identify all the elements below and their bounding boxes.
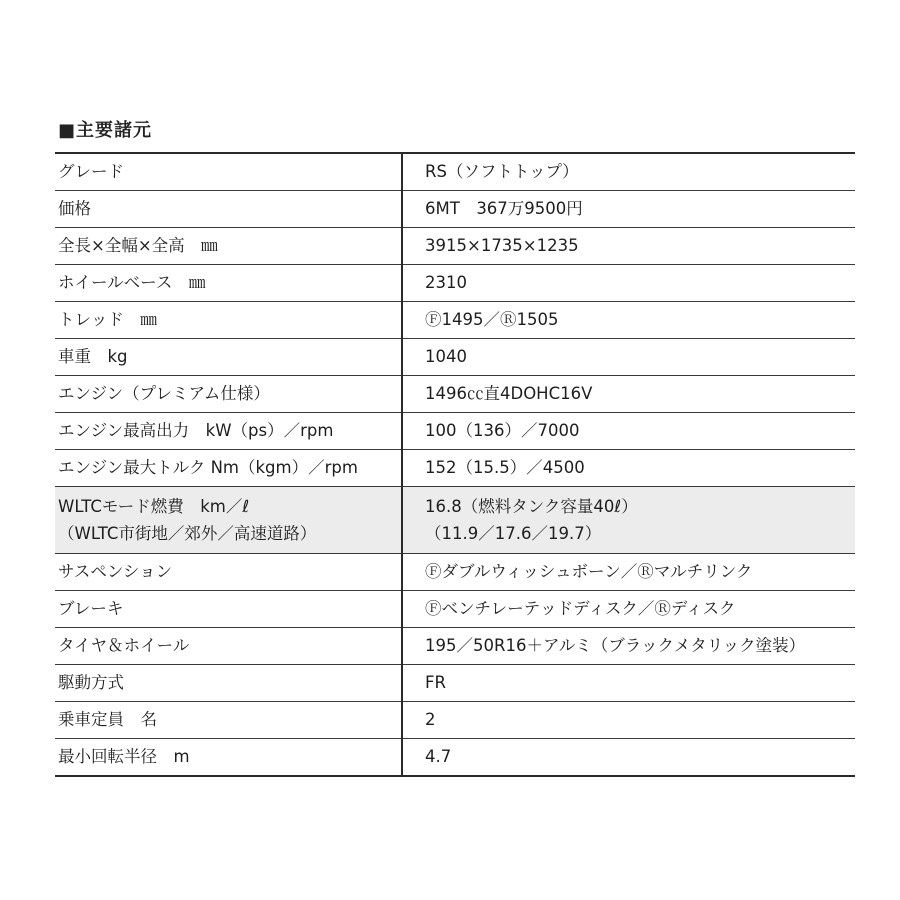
spec-value: 4.7 <box>402 739 855 777</box>
spec-value: 3915×1735×1235 <box>402 228 855 265</box>
spec-table <box>55 152 855 777</box>
spec-label: サスペンション <box>55 554 402 591</box>
spec-value: 195／50R16＋アルミ（ブラックメタリック塗装） <box>402 628 855 665</box>
spec-row-max-power <box>55 413 855 450</box>
spec-label: トレッド ㎜ <box>55 302 402 339</box>
spec-value: 6MT 367万9500円 <box>402 191 855 228</box>
spec-row-wheelbase <box>55 265 855 302</box>
spec-value: Ⓕベンチレーテッドディスク／Ⓡディスク <box>402 591 855 628</box>
spec-value: 1496㏄直4DOHC16V <box>402 376 855 413</box>
spec-row-capacity <box>55 702 855 739</box>
spec-row-brakes <box>55 591 855 628</box>
spec-label-line-2: （WLTC市街地／郊外／高速道路） <box>58 524 317 543</box>
spec-label: 価格 <box>55 191 402 228</box>
spec-label: グレード <box>55 153 402 191</box>
spec-value: 1040 <box>402 339 855 376</box>
spec-row-price <box>55 191 855 228</box>
cropped-heading-fragment <box>612 0 862 2</box>
spec-value: FR <box>402 665 855 702</box>
spec-label: 全長×全幅×全高 ㎜ <box>55 228 402 265</box>
spec-row-weight <box>55 339 855 376</box>
spec-label-line-1: WLTCモード燃費 km／ℓ <box>58 497 250 516</box>
spec-row-turning-radius <box>55 739 855 777</box>
spec-label: タイヤ＆ホイール <box>55 628 402 665</box>
spec-row-suspension <box>55 554 855 591</box>
spec-row-drive <box>55 665 855 702</box>
spec-label: エンジン最大トルク Nm（kgm）／rpm <box>55 450 402 487</box>
spec-row-engine <box>55 376 855 413</box>
spec-value <box>402 487 855 554</box>
spec-value-line-1: 16.8（燃料タンク容量40ℓ） <box>425 497 638 516</box>
spec-label: ブレーキ <box>55 591 402 628</box>
spec-row-max-torque <box>55 450 855 487</box>
spec-label: 最小回転半径 m <box>55 739 402 777</box>
spec-value: 2310 <box>402 265 855 302</box>
spec-value: 100（136）／7000 <box>402 413 855 450</box>
spec-row-tires-wheels <box>55 628 855 665</box>
spec-value-line-2: （11.9／17.6／19.7） <box>425 524 602 543</box>
spec-value: Ⓕダブルウィッシュボーン／Ⓡマルチリンク <box>402 554 855 591</box>
spec-label: エンジン最高出力 kW（ps）／rpm <box>55 413 402 450</box>
spec-value: RS（ソフトトップ） <box>402 153 855 191</box>
spec-row-grade <box>55 153 855 191</box>
spec-label: 駆動方式 <box>55 665 402 702</box>
spec-label: ホイールベース ㎜ <box>55 265 402 302</box>
spec-label <box>55 487 402 554</box>
spec-row-fuel-economy <box>55 487 855 554</box>
spec-row-dimensions <box>55 228 855 265</box>
spec-label: 車重 kg <box>55 339 402 376</box>
spec-label: 乗車定員 名 <box>55 702 402 739</box>
spec-label: エンジン（プレミアム仕様） <box>55 376 402 413</box>
spec-value: 152（15.5）／4500 <box>402 450 855 487</box>
spec-row-tread <box>55 302 855 339</box>
spec-value: 2 <box>402 702 855 739</box>
section-title: ■主要諸元 <box>58 120 153 141</box>
spec-value: Ⓕ1495／Ⓡ1505 <box>402 302 855 339</box>
